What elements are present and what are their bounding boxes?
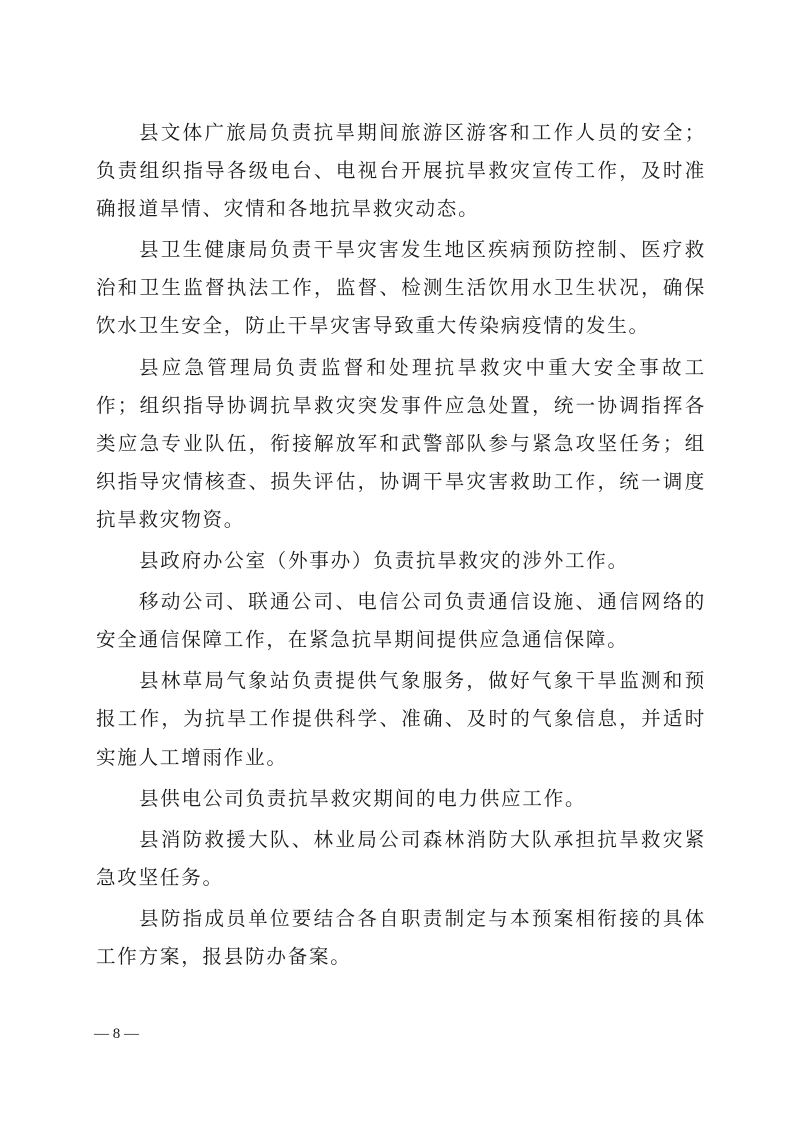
paragraph-fire-rescue: 县消防救援大队、林业局公司森林消防大队承担抗旱救灾紧急攻坚任务。: [96, 827, 706, 889]
paragraph-emergency-management: 县应急管理局负责监督和处理抗旱救灾中重大安全事故工作；组织指导协调抗旱救灾突发事件应急处置，统一协调指挥各类应急专业队伍，衔接解放军和武警部队参与紧急攻坚任务；组织指导灾情核查、损失评估，协调干旱灾害救助工作，统一调度抗旱救灾物资。: [96, 355, 706, 531]
paragraph-meteorology: 县林草局气象站负责提供气象服务，做好气象干旱监测和预报工作，为抗旱工作提供科学、准确、及时的气象信息，并适时实施人工增雨作业。: [96, 669, 706, 769]
paragraph-telecom: 移动公司、联通公司、电信公司负责通信设施、通信网络的安全通信保障工作，在紧急抗旱期间提供应急通信保障。: [96, 590, 706, 652]
paragraph-member-units: 县防指成员单位要结合各自职责制定与本预案相衔接的具体工作方案，报县防办备案。: [96, 906, 706, 968]
document-body: [96, 114, 706, 979]
paragraph-culture-tourism: 县文体广旅局负责抗旱期间旅游区游客和工作人员的安全；负责组织指导各级电台、电视台开展抗旱救灾宣传工作，及时准确报道旱情、灾情和各地抗旱救灾动态。: [96, 121, 706, 221]
paragraph-government-office: 县政府办公室（外事办）负责抗旱救灾的涉外工作。: [139, 549, 629, 573]
paragraph-health: 县卫生健康局负责干旱灾害发生地区疾病预防控制、医疗救治和卫生监督执法工作，监督、检测生活饮用水卫生状况，确保饮水卫生安全，防止干旱灾害导致重大传染病疫情的发生。: [96, 238, 706, 338]
page-number: — 8 —: [94, 1026, 139, 1042]
paragraph-power-supply: 县供电公司负责抗旱救灾期间的电力供应工作。: [139, 786, 587, 810]
